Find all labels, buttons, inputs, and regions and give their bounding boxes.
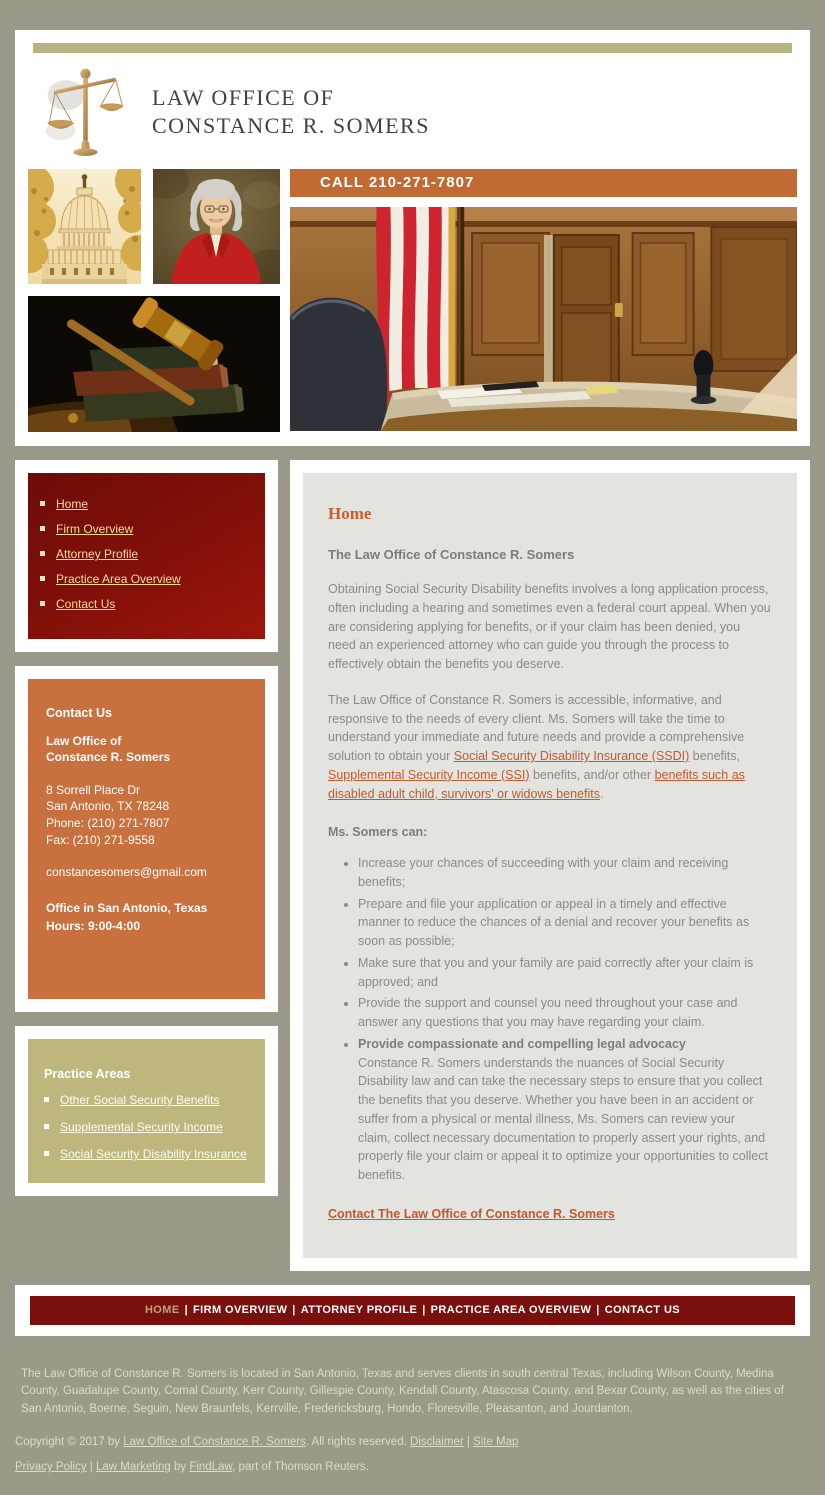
law-marketing-link[interactable]: Law Marketing bbox=[95, 1460, 171, 1473]
firm-name bbox=[152, 84, 430, 140]
contact-card bbox=[15, 666, 278, 1012]
capabilities-list bbox=[328, 854, 771, 1185]
sidebar-link-practice-area-overview[interactable]: Practice Area Overview bbox=[56, 572, 181, 586]
contact-fax: Fax: (210) 271-9558 bbox=[46, 833, 155, 848]
advocacy-text: Constance R. Somers understands the nuances of Social Security Disability law and can take the necessary steps to ensure that you collect the benefits that you deserve. Whether you have been in an accident or suffer from a physical or mental illness, Ms. Somers can review your claim, collect necessary documentation to properly assert your rights, and properly file your claim or appeal it to optimize your opportunities to collect benefits. bbox=[358, 1055, 768, 1182]
list-item-advocacy bbox=[358, 1035, 771, 1185]
copyright-mid: . All rights reserved. bbox=[305, 1435, 410, 1448]
footer-findlaw-suffix: , part of Thomson Reuters. bbox=[232, 1460, 369, 1473]
bottom-nav-firm-overview[interactable]: FIRM OVERVIEW bbox=[193, 1303, 288, 1316]
list-item: • Prepare and file your application or appeal in a timely and effective manner to reduce the chances of a denial and recover your benefits as soon as possible; bbox=[358, 895, 771, 951]
nav-separator: | bbox=[422, 1303, 426, 1316]
sidebar-item-home[interactable] bbox=[40, 497, 257, 511]
ssdi-link[interactable]: Social Security Disability Insurance (SSDI) bbox=[453, 749, 690, 763]
list-item: • Make sure that you and your family are paid correctly after your claim is approved; and bbox=[358, 954, 771, 992]
main-subheading: The Law Office of Constance R. Somers bbox=[328, 546, 575, 562]
footer bbox=[15, 1336, 810, 1495]
contact-address-line2: San Antonio, TX 78248 bbox=[46, 799, 170, 814]
header bbox=[15, 30, 810, 446]
contact-heading: Contact Us bbox=[46, 706, 112, 720]
services-text-4: . bbox=[599, 786, 604, 801]
main-card bbox=[290, 460, 810, 1271]
sidebar-item-firm-overview[interactable] bbox=[40, 522, 257, 536]
contact-address-line1: 8 Sorrell Place Dr bbox=[46, 782, 141, 797]
footer-separator: | bbox=[86, 1460, 96, 1473]
findlaw-link[interactable]: FindLaw bbox=[189, 1460, 233, 1473]
list-item: • Provide the support and counsel you need throughout your case and answer any questions that you may have regarding your claim. bbox=[358, 994, 771, 1032]
contact-phone: Phone: (210) 271-7807 bbox=[46, 816, 170, 831]
bottom-nav bbox=[30, 1296, 795, 1325]
privacy-line bbox=[15, 1461, 810, 1473]
sidebar-link-contact-us[interactable]: Contact Us bbox=[56, 597, 116, 611]
contact-email[interactable]: constancesomers@gmail.com bbox=[46, 864, 207, 879]
list-item: • Increase your chances of succeeding with your claim and receiving benefits; bbox=[358, 854, 771, 892]
nav-separator: | bbox=[596, 1303, 600, 1316]
left-sidebar bbox=[15, 460, 278, 1210]
practice-areas-heading: Practice Areas bbox=[44, 1067, 131, 1082]
privacy-policy-link[interactable]: Privacy Policy bbox=[15, 1460, 87, 1473]
sidebar-link-attorney-profile[interactable]: Attorney Profile bbox=[56, 547, 139, 561]
practice-areas-card bbox=[15, 1026, 278, 1196]
sidebar-item-practice-area-overview[interactable] bbox=[40, 572, 257, 586]
main-column bbox=[290, 460, 810, 1271]
sidebar-nav bbox=[28, 473, 265, 639]
intro-paragraph: Obtaining Social Security Disability benefits involves a long application process, often including a hearing and sometimes even a federal court appeal. When you are considering applying for benefits, or if your claim has been denied, you need an experienced attorney who can guide you through the process to effectively obtain the benefits you deserve. bbox=[328, 582, 771, 671]
bottom-nav-band bbox=[15, 1285, 810, 1336]
services-text-1: The Law Office of Constance R. Somers is accessible, informative, and responsive to the needs of every client. Ms. Somers will take the time to understand your immediate and future needs and provide a comprehensive solution to obtain your bbox=[328, 692, 745, 763]
copyright-line bbox=[15, 1436, 810, 1448]
practice-areas-box bbox=[28, 1039, 265, 1183]
nav-separator: | bbox=[292, 1303, 296, 1316]
firm-name-line2: CONSTANCE R. SOMERS bbox=[152, 113, 430, 138]
courtroom-photo bbox=[290, 207, 797, 431]
contact-hours-line: Hours: 9:00-4:00 bbox=[46, 918, 141, 933]
service-area-text: The Law Office of Constance R. Somers is located in San Antonio, Texas and serves clients in south central Texas, including Wilson County, Medina County, Guadalupe County, Comal County, Kerr County, Gillespie County, Kendall County, Atascosa County, and Bexar County, as well as the cities of San Antonio, Boerne, Seguin, New Braunfels, Kerrville, Fredericksburg, Hondo, Floresville, Pleasanton, and Jourdanton. bbox=[21, 1367, 784, 1416]
services-paragraph bbox=[328, 691, 771, 804]
footer-separator: | bbox=[463, 1435, 474, 1448]
contact-cta-link[interactable]: Contact The Law Office of Constance R. Somers bbox=[328, 1206, 615, 1221]
call-banner: CALL 210-271-7807 bbox=[290, 169, 797, 197]
copyright-firm-link[interactable]: Law Office of Constance R. Somers bbox=[123, 1435, 306, 1448]
gavel-books-photo bbox=[28, 296, 280, 432]
page-title: Home bbox=[328, 504, 372, 523]
copyright-prefix: Copyright © 2017 by bbox=[15, 1435, 124, 1448]
nav-separator: | bbox=[184, 1303, 189, 1316]
practice-item-other-ss-benefits[interactable] bbox=[44, 1093, 253, 1107]
ms-somers-can-heading: Ms. Somers can: bbox=[328, 825, 428, 840]
disclaimer-link[interactable]: Disclaimer bbox=[409, 1435, 464, 1448]
logo-row bbox=[42, 63, 797, 161]
footer-by: by bbox=[170, 1460, 190, 1473]
header-thumbnails bbox=[28, 169, 280, 432]
contact-office-line: Office in San Antonio, Texas bbox=[46, 901, 208, 916]
sidebar-item-attorney-profile[interactable] bbox=[40, 547, 257, 561]
advocacy-bold-line: Provide compassionate and compelling legal advocacy bbox=[358, 1036, 686, 1051]
practice-link-ssi[interactable]: Supplemental Security Income bbox=[60, 1120, 223, 1135]
practice-item-ssdi[interactable] bbox=[44, 1147, 253, 1161]
capitol-photo bbox=[28, 169, 141, 284]
sidebar-item-contact-us[interactable] bbox=[40, 597, 257, 611]
main-content bbox=[303, 473, 797, 1258]
header-accent-strip bbox=[33, 43, 792, 53]
sidebar-link-home[interactable]: Home bbox=[56, 497, 89, 511]
practice-link-ssdi[interactable]: Social Security Disability Insurance bbox=[60, 1147, 247, 1162]
firm-name-line1: LAW OFFICE OF bbox=[152, 84, 335, 110]
site-map-link[interactable]: Site Map bbox=[473, 1435, 519, 1448]
header-right bbox=[290, 169, 797, 432]
services-text-3: benefits, and/or other bbox=[529, 767, 655, 782]
attorney-portrait-photo bbox=[153, 169, 280, 284]
content-columns bbox=[15, 460, 810, 1271]
scales-of-justice-icon bbox=[42, 63, 126, 161]
practice-link-other-ss-benefits[interactable]: Other Social Security Benefits bbox=[60, 1093, 220, 1108]
services-text-2: benefits, bbox=[689, 749, 741, 763]
bottom-nav-attorney-profile[interactable]: ATTORNEY PROFILE bbox=[300, 1303, 418, 1316]
practice-item-ssi[interactable] bbox=[44, 1120, 253, 1134]
other-benefits-link[interactable]: benefits such as disabled adult child, survivors' or widows benefits bbox=[328, 767, 745, 801]
contact-firm-line2: Constance R. Somers bbox=[46, 750, 171, 765]
header-media bbox=[28, 169, 797, 432]
bottom-nav-home[interactable]: HOME bbox=[144, 1303, 180, 1316]
contact-box bbox=[28, 679, 265, 999]
sidebar-link-firm-overview[interactable]: Firm Overview bbox=[56, 522, 134, 536]
sidebar-nav-card bbox=[15, 460, 278, 652]
bottom-nav-practice-area-overview[interactable]: PRACTICE AREA OVERVIEW bbox=[430, 1303, 592, 1316]
ssi-link[interactable]: Supplemental Security Income (SSI) bbox=[328, 767, 530, 782]
bottom-nav-contact-us[interactable]: CONTACT US bbox=[604, 1303, 681, 1316]
contact-firm-line1: Law Office of bbox=[46, 734, 122, 749]
